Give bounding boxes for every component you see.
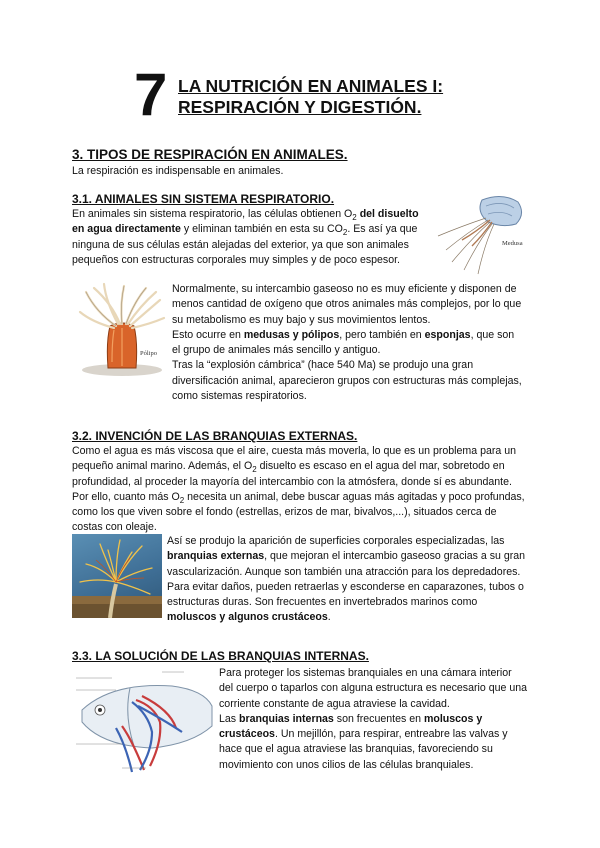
chapter-number: 7 xyxy=(134,61,168,128)
section-3-heading: 3. TIPOS DE RESPIRACIÓN EN ANIMALES. xyxy=(72,147,348,162)
polyp-caption: Pólipo xyxy=(140,350,157,357)
chapter-title-line2: RESPIRACIÓN Y DIGESTIÓN. xyxy=(178,97,422,117)
section-3-1-paragraph-4: Tras la “explosión cámbrica” (hace 540 Ma) se produjo una gran diversificación animal, aparecieron grupos con estructuras más complejas, como sistemas respiratorios. xyxy=(172,359,522,403)
section-3-3-paragraph-2: Las branquias internas son frecuentes en moluscos y crustáceos. Un mejillón, para respirar, entreabre las valvas y hace que el agua atraviese las branquias, favoreciendo su movimiento con unos cilios de las células branquiales. xyxy=(219,712,508,771)
chapter-title xyxy=(178,76,443,118)
section-3-1-paragraph-3: Esto ocurre en medusas y pólipos, pero también en esponjas, que son el grupo de animales más sencillo y antiguo. xyxy=(172,328,515,357)
section-3-1-paragraph-1: En animales sin sistema respiratorio, las células obtienen $O_2$ del disuelto en agua directamente y eliminan también en esta su $CO_2$. Es así ya que ninguna de sus células están alejadas del exterior, ya que son animales pequeños con estructuras corporales muy simples y de poco espesor. xyxy=(72,208,419,266)
section-3-3-heading: 3.3. LA SOLUCIÓN DE LAS BRANQUIAS INTERNAS. xyxy=(72,649,369,663)
medusa-illustration xyxy=(432,192,528,278)
medusa-caption: Medusa xyxy=(502,240,523,247)
fish-gill-diagram xyxy=(72,666,214,776)
polyp-illustration xyxy=(76,282,168,378)
section-3-intro: La respiración es indispensable en animales. xyxy=(72,165,284,177)
section-3-2-heading: 3.2. INVENCIÓN DE LAS BRANQUIAS EXTERNAS. xyxy=(72,429,358,443)
section-3-3-paragraph-1: Para proteger los sistemas branquiales en una cámara interior del cuerpo o taparlos con alguna estructura es necesario que una corriente constante de agua atraviese la cavidad. xyxy=(219,667,528,710)
section-3-1-heading: 3.1. ANIMALES SIN SISTEMA RESPIRATORIO. xyxy=(72,192,335,206)
section-3-3-paragraphs xyxy=(219,666,528,773)
section-3-1-paragraph-2: Normalmente, su intercambio gaseoso no es muy eficiente y disponen de menos cantidad de oxígeno que otros animales más complejos, por lo que su metabolismo es muy bajo y sus movimientos lentos. xyxy=(172,283,522,326)
tubeworm-photo xyxy=(72,534,162,618)
chapter-title-line1: LA NUTRICIÓN EN ANIMALES I: xyxy=(178,76,444,96)
section-3-2-paragraph-1: Como el agua es más viscosa que el aire, cuesta más moverla, lo que es un problema para un pequeño animal marino. Además, el $O_2$ disuelto es escaso en el agua del mar, sobretodo en profundidad, al proceder la mayoría del intercambio con la atmósfera, donde sí es abundante. Por ello, cuanto más $O_2$ necesita un animal, debe buscar aguas más agitadas y poco profundas, como los que viven sobre el fondo (estrellas, erizos de mar, bivalvos,...), situados cerca de costas con oleaje. xyxy=(72,445,525,534)
section-3-2-paragraph-2: Así se produjo la aparición de superficies corporales especializadas, las branquias externas, que mejoran el intercambio gaseoso gracias a su gran vascularización. Aunque son también una atracción para los depredadores. Para evitar daños, pueden retraerlas y esconderse en caparazones, tubos o estructuras duras. Son frecuentes en invertebrados marinos como moluscos y algunos crustáceos. xyxy=(167,535,526,624)
section-3-1-paragraphs xyxy=(172,282,524,404)
